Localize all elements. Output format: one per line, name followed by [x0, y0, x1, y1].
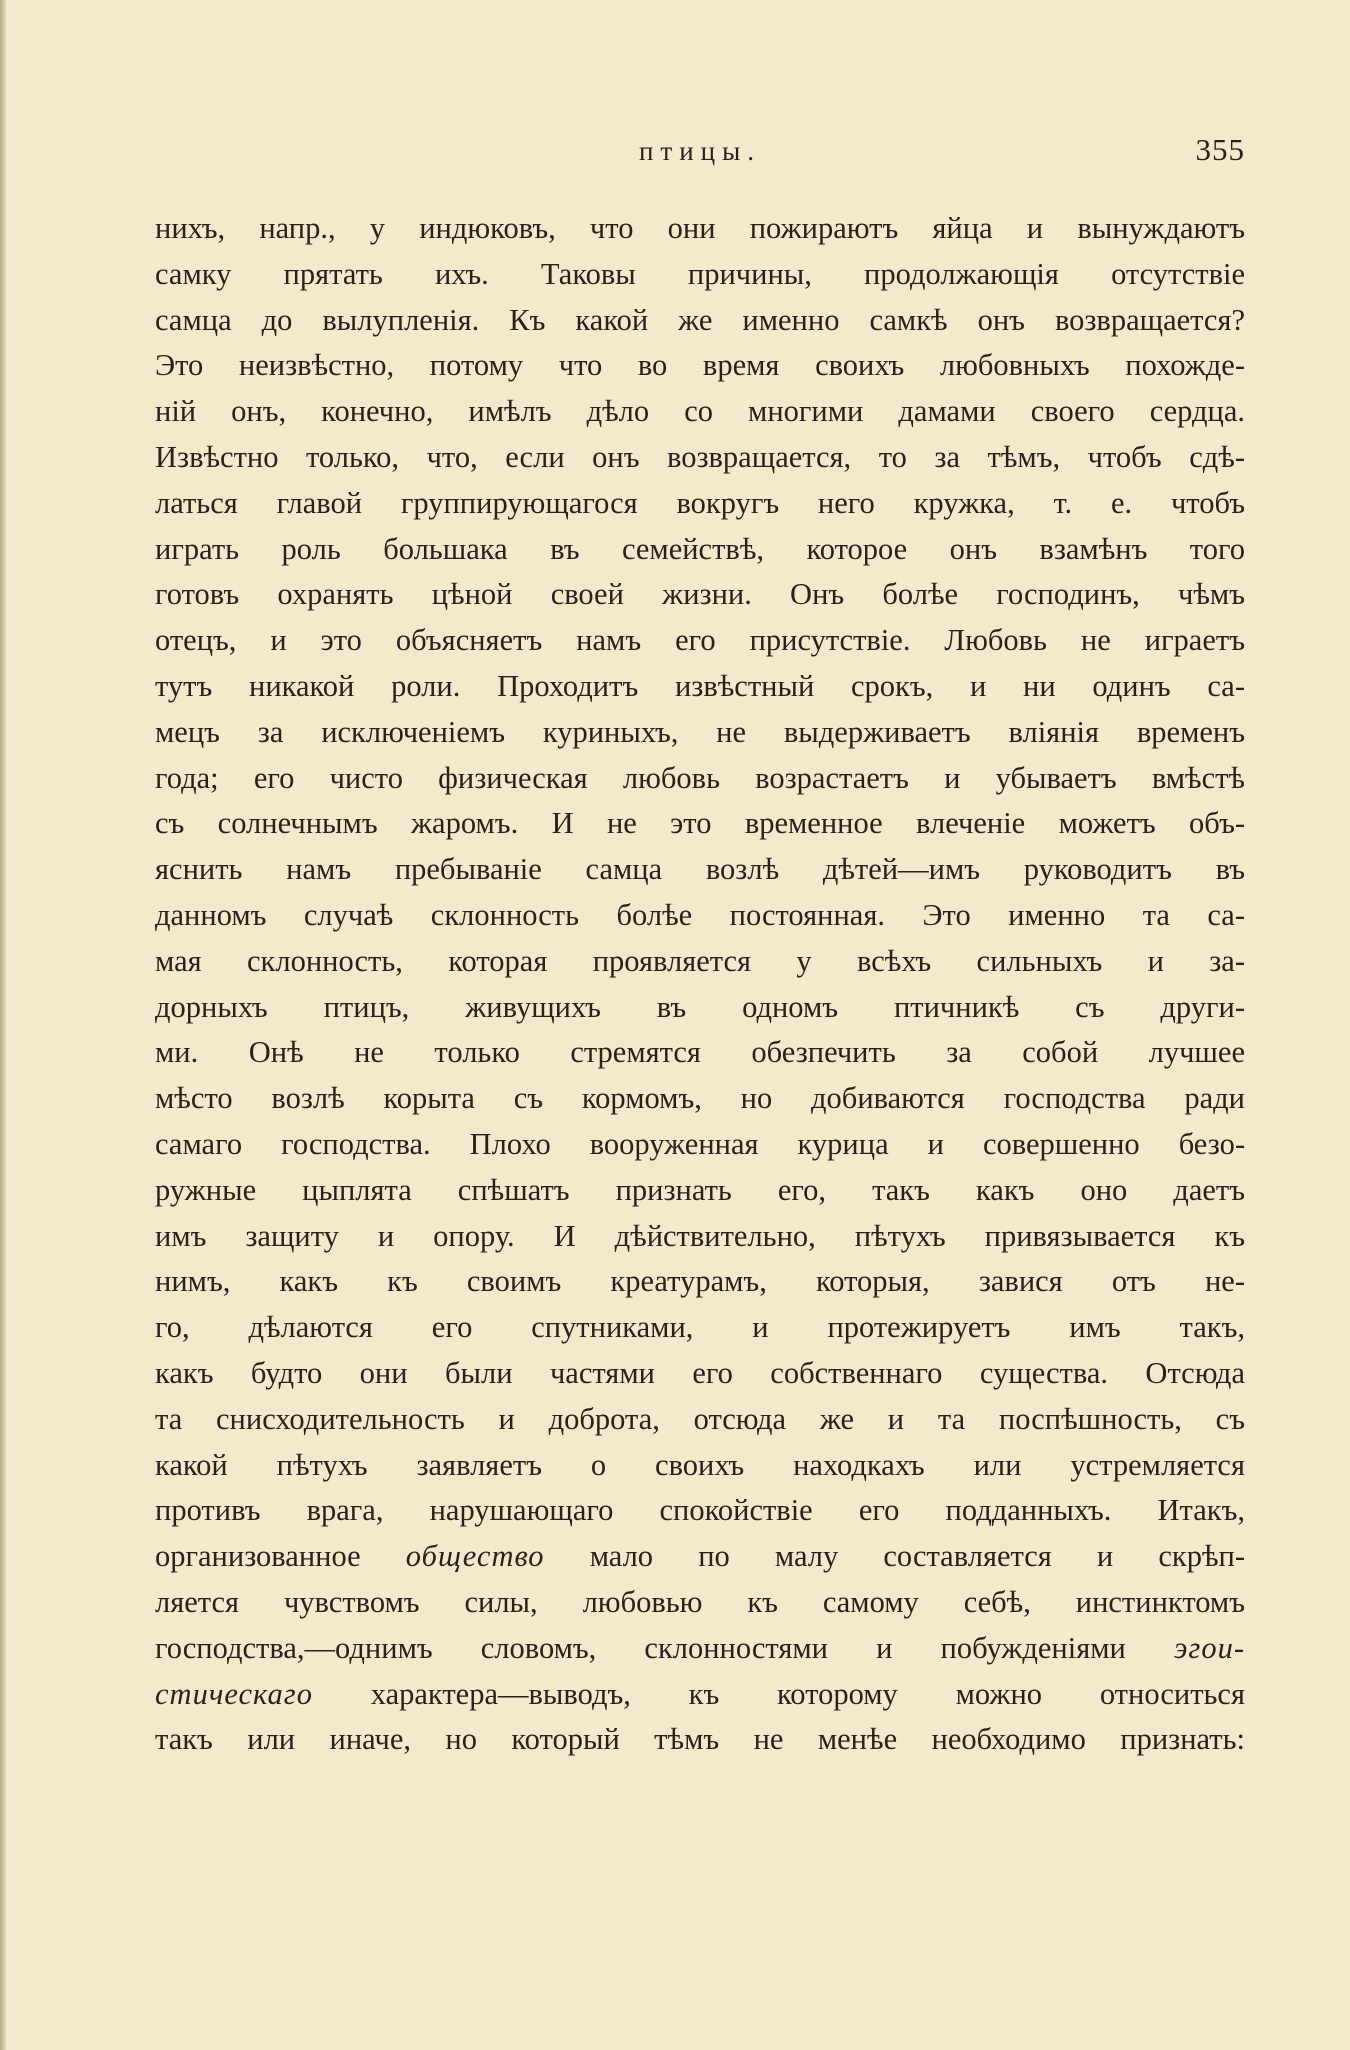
text-run: какъ будто они были частями его собственнаго существа. Отсюда [155, 1355, 1245, 1390]
text-line [155, 756, 1245, 802]
page-header [155, 132, 1245, 176]
text-run: мѣсто возлѣ корыта съ кормомъ, но добиваются господства ради [155, 1081, 1245, 1116]
page-edge-shadow [0, 0, 6, 2050]
text-run: тутъ никакой роли. Проходитъ извѣстный срокъ, и ни одинъ са- [155, 668, 1245, 703]
text-run: нимъ, какъ къ своимъ креатурамъ, которыя, завися отъ не- [155, 1264, 1245, 1299]
text-run: Это неизвѣстно, потому что во время своихъ любовныхъ похожде- [155, 348, 1245, 383]
text-line [155, 618, 1245, 664]
text-run: организованное [155, 1539, 406, 1574]
text-line [155, 1626, 1245, 1672]
text-run: дорныхъ птицъ, живущихъ въ одномъ птичникѣ съ други- [155, 989, 1245, 1024]
text-line [155, 1214, 1245, 1260]
italic-run: общество [405, 1539, 545, 1574]
text-run: яснить намъ пребываніе самца возлѣ дѣтей—имъ руководитъ въ [155, 852, 1245, 887]
text-run-after: характера—выводъ, къ которому можно относиться [312, 1676, 1245, 1711]
body-text [155, 206, 1245, 1763]
text-run: противъ врага, нарушающаго спокойствіе его подданныхъ. Итакъ, [155, 1493, 1245, 1528]
text-run: самца до вылупленія. Къ какой же именно самкѣ онъ возвращается? [155, 302, 1245, 337]
text-line [155, 389, 1245, 435]
text-line [155, 1076, 1245, 1122]
text-run: мецъ за исключеніемъ куриныхъ, не выдерживаетъ вліянія временъ [155, 714, 1245, 749]
text-line [155, 1351, 1245, 1397]
text-run-after: мало по малу составляется и скрѣп- [544, 1539, 1245, 1574]
text-line [155, 481, 1245, 527]
text-run: ляется чувствомъ силы, любовью къ самому себѣ, инстинктомъ [155, 1584, 1245, 1619]
text-line [155, 298, 1245, 344]
text-line [155, 1397, 1245, 1443]
text-line [155, 801, 1245, 847]
text-run: готовъ охранять цѣной своей жизни. Онъ болѣе господинъ, чѣмъ [155, 577, 1245, 612]
text-line [155, 710, 1245, 756]
text-run: такъ или иначе, но который тѣмъ не менѣе необходимо признать: [155, 1722, 1245, 1757]
text-run: отецъ, и это объясняетъ намъ его присутствіе. Любовь не играетъ [155, 623, 1245, 658]
text-line [155, 1168, 1245, 1214]
text-run: играть роль большака въ семействѣ, которое онъ взамѣнъ того [155, 531, 1245, 566]
text-run: съ солнечнымъ жаромъ. И не это временное влеченіе можетъ объ- [155, 806, 1245, 841]
text-line [155, 435, 1245, 481]
text-line [155, 939, 1245, 985]
text-run: самаго господства. Плохо вооруженная курица и совершенно безо- [155, 1126, 1245, 1161]
text-run: имъ защиту и опору. И дѣйствительно, пѣтухъ привязывается къ [155, 1218, 1245, 1253]
text-run: го, дѣлаются его спутниками, и протежируетъ имъ такъ, [155, 1310, 1245, 1345]
text-line [155, 1717, 1245, 1763]
text-line [155, 527, 1245, 573]
text-line [155, 1259, 1245, 1305]
text-line [155, 1122, 1245, 1168]
text-line [155, 572, 1245, 618]
text-run: мая склонность, которая проявляется у всѣхъ сильныхъ и за- [155, 943, 1245, 978]
italic-run: эгои- [1173, 1630, 1245, 1665]
text-line [155, 1534, 1245, 1580]
text-line [155, 252, 1245, 298]
text-run: та снисходительность и доброта, отсюда же и та поспѣшность, съ [155, 1401, 1245, 1436]
italic-run: стическаго [155, 1676, 313, 1711]
text-run: года; его чисто физическая любовь возрастаетъ и убываетъ вмѣстѣ [155, 760, 1245, 795]
text-line [155, 1672, 1245, 1718]
text-line [155, 1580, 1245, 1626]
text-run: нихъ, напр., у индюковъ, что они пожираютъ яйца и вынуждаютъ [155, 211, 1245, 245]
text-line [155, 343, 1245, 389]
text-line [155, 1488, 1245, 1534]
text-run: латься главой группирующагося вокругъ него кружка, т. е. чтобъ [155, 485, 1245, 520]
text-line [155, 1443, 1245, 1489]
text-run: господства,—однимъ словомъ, склонностями и побужденіями [155, 1630, 1174, 1665]
text-run: ми. Онѣ не только стремятся обезпечить за собой лучшее [155, 1035, 1245, 1070]
text-line [155, 1305, 1245, 1351]
page-number: 355 [1195, 132, 1245, 167]
text-run: какой пѣтухъ заявляетъ о своихъ находкахъ или устремляется [155, 1447, 1245, 1482]
text-line [155, 664, 1245, 710]
running-title: птицы. [638, 136, 762, 166]
text-run: данномъ случаѣ склонность болѣе постоянная. Это именно та са- [155, 897, 1245, 932]
text-line [155, 206, 1245, 252]
text-run: Извѣстно только, что, если онъ возвращается, то за тѣмъ, чтобъ сдѣ- [155, 439, 1245, 474]
text-line [155, 893, 1245, 939]
text-run: самку прятать ихъ. Таковы причины, продолжающія отсутствіе [155, 256, 1245, 291]
text-line [155, 985, 1245, 1031]
text-line [155, 847, 1245, 893]
text-line [155, 1030, 1245, 1076]
text-run: ружные цыплята спѣшатъ признать его, такъ какъ оно даетъ [155, 1172, 1245, 1207]
text-run: ній онъ, конечно, имѣлъ дѣло со многими дамами своего сердца. [155, 394, 1245, 429]
